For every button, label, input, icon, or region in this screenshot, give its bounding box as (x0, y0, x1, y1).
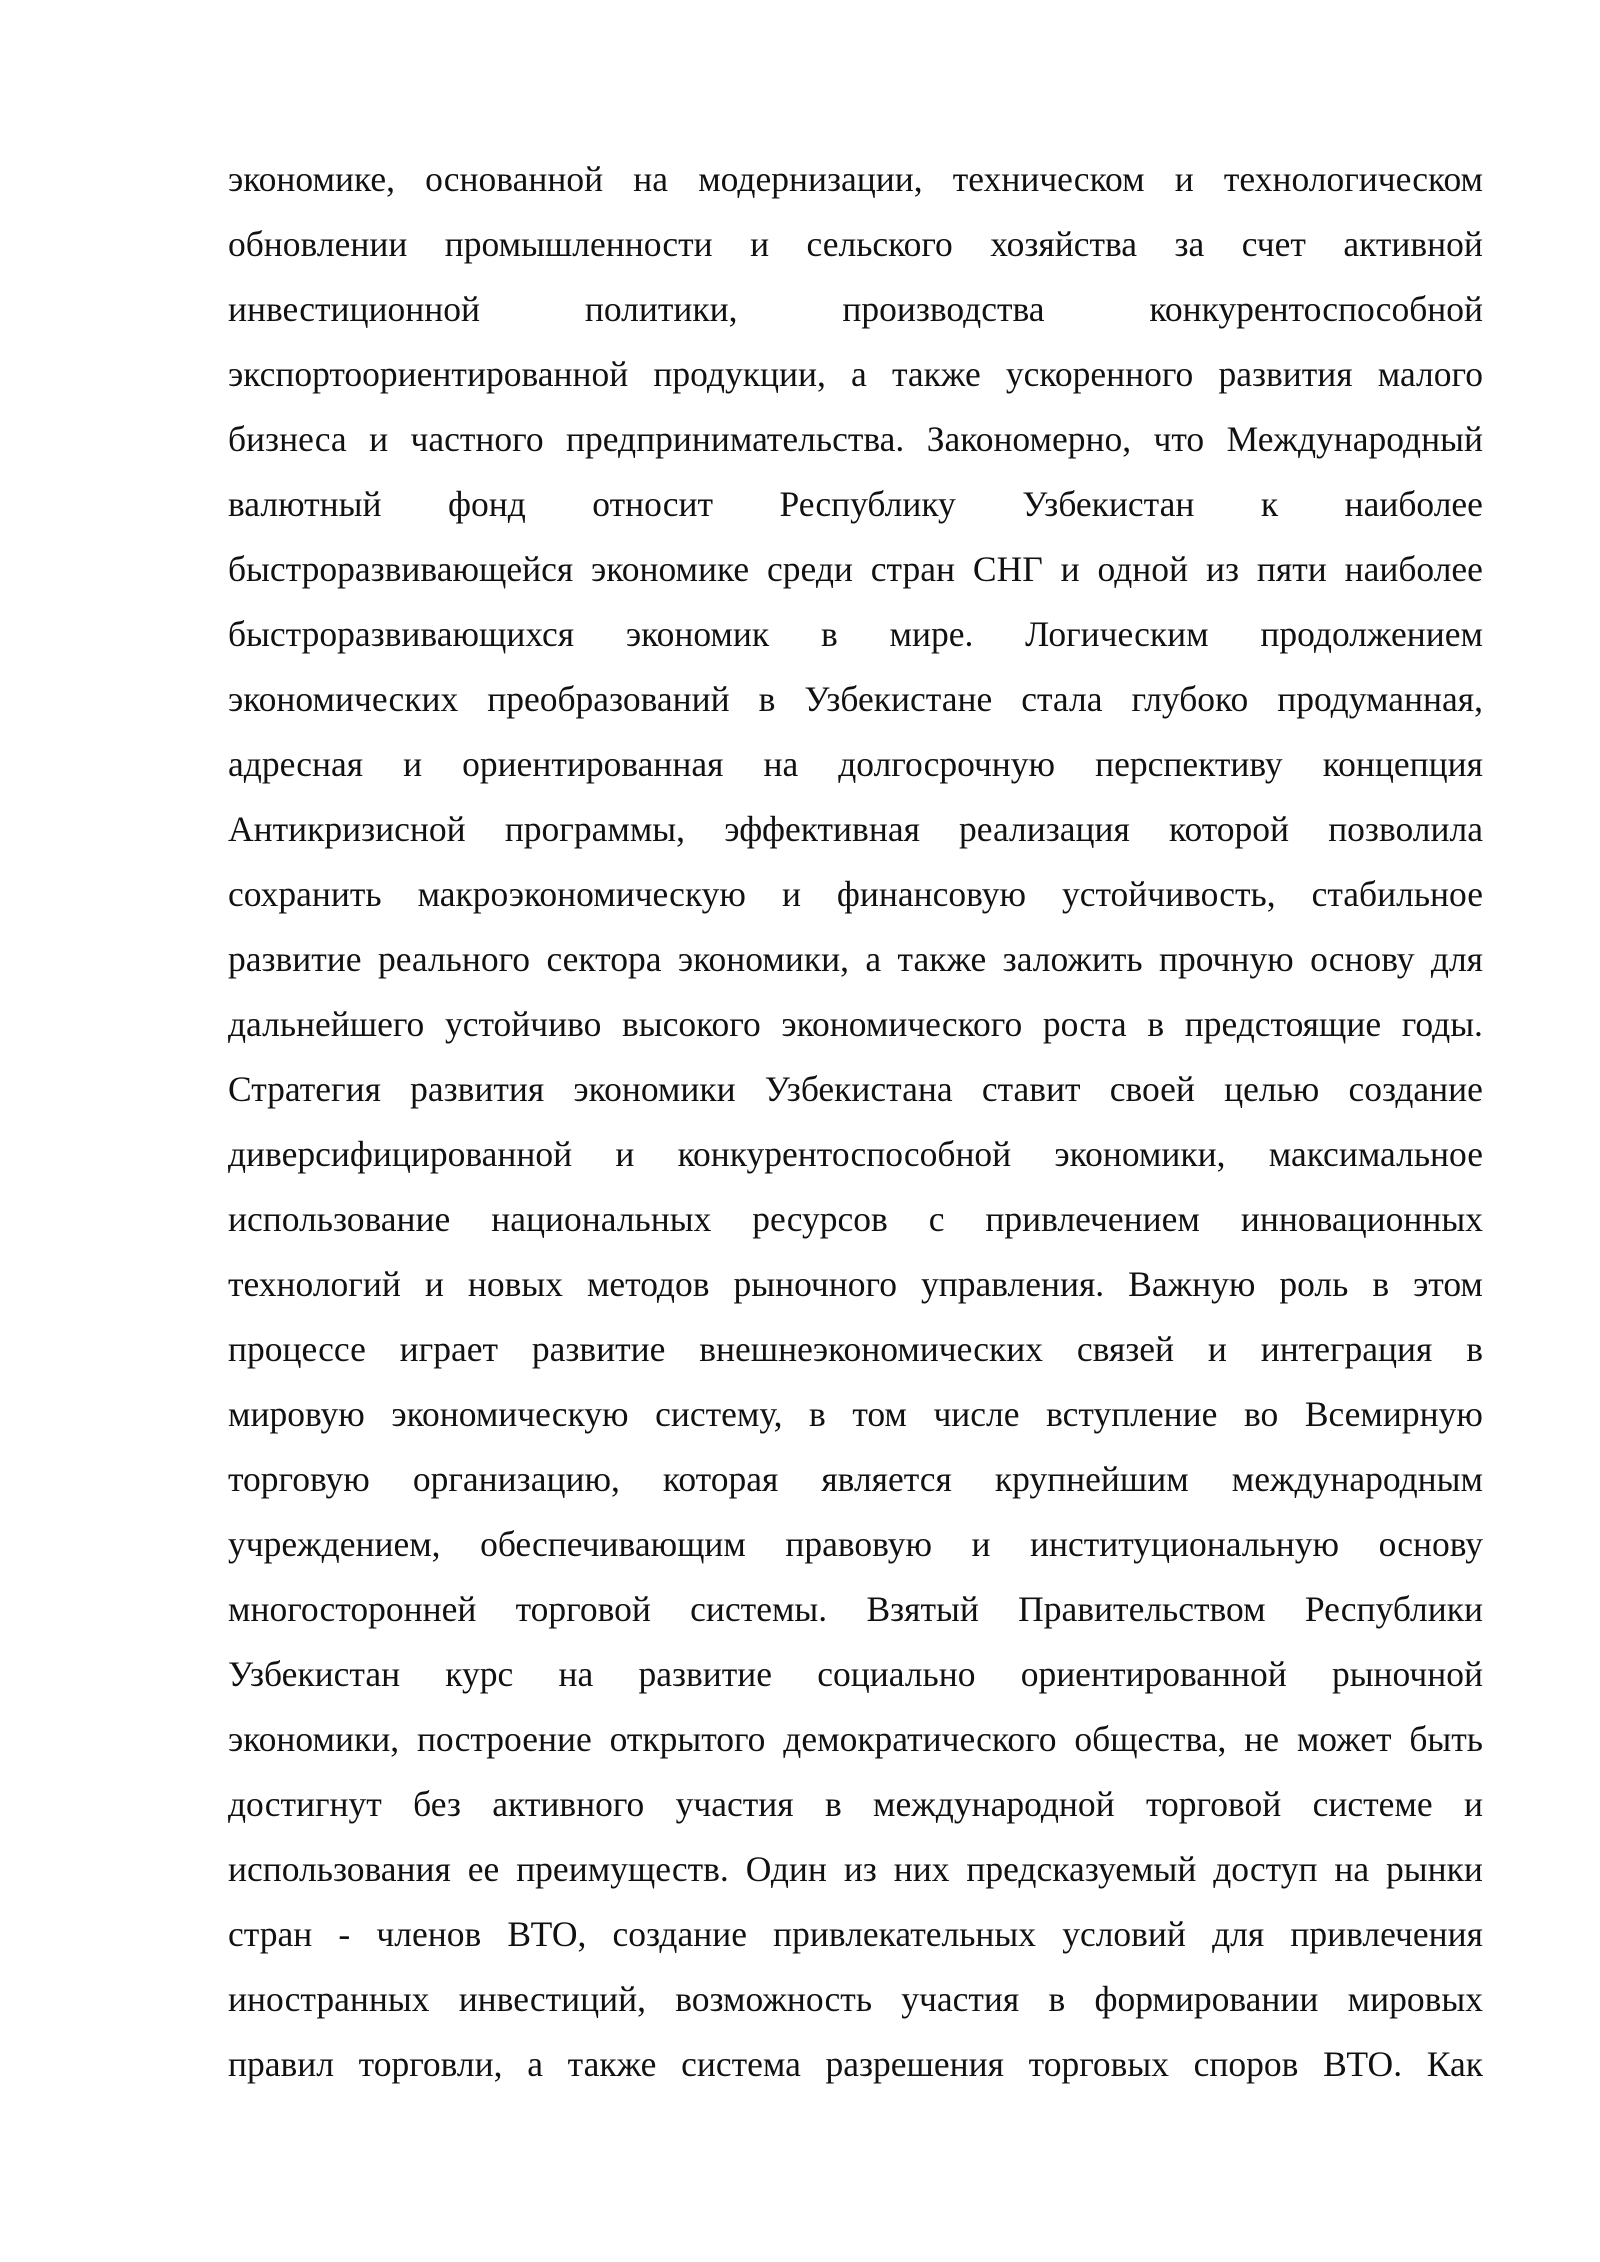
text-line: использования ее преимуществ. Один из них предсказуемый доступ на рынки (228, 1849, 1483, 1889)
text-line: дальнейшего устойчиво высокого экономического роста в предстоящие годы. (228, 1004, 1483, 1044)
body-text (228, 147, 1483, 2097)
text-line: процессе играет развитие внешнеэкономических связей и интеграция в (228, 1329, 1483, 1369)
text-line: диверсифицированной и конкурентоспособной экономики, максимальное (228, 1134, 1483, 1174)
text-line: обновлении промышленности и сельского хозяйства за счет активной (228, 224, 1483, 264)
text-line: экономических преобразований в Узбекистане стала глубоко продуманная, (228, 679, 1483, 719)
text-line: валютный фонд относит Республику Узбекистан к наиболее (228, 484, 1483, 524)
text-line: мировую экономическую систему, в том числе вступление во Всемирную (228, 1394, 1483, 1434)
text-line: многосторонней торговой системы. Взятый Правительством Республики (228, 1589, 1483, 1629)
text-line: стран - членов ВТО, создание привлекательных условий для привлечения (228, 1914, 1483, 1954)
text-line: инвестиционной политики, производства конкурентоспособной (228, 289, 1483, 329)
text-line: Узбекистан курс на развитие социально ориентированной рыночной (228, 1654, 1483, 1694)
text-line: экономики, построение открытого демократического общества, не может быть (228, 1719, 1483, 1759)
text-line: использование национальных ресурсов с привлечением инновационных (228, 1199, 1483, 1239)
text-line: торговую организацию, которая является крупнейшим международным (228, 1459, 1483, 1499)
text-line: Антикризисной программы, эффективная реализация которой позволила (228, 809, 1483, 849)
text-line: технологий и новых методов рыночного управления. Важную роль в этом (228, 1264, 1483, 1304)
text-line: правил торговли, а также система разрешения торговых споров ВТО. Как (228, 2044, 1483, 2084)
text-line: экономике, основанной на модернизации, техническом и технологическом (228, 159, 1483, 199)
text-line: иностранных инвестиций, возможность участия в формировании мировых (228, 1979, 1483, 2019)
text-line: бизнеса и частного предпринимательства. Закономерно, что Международный (228, 419, 1483, 459)
text-line: достигнут без активного участия в международной торговой системе и (228, 1784, 1483, 1824)
text-line: адресная и ориентированная на долгосрочную перспективу концепция (228, 744, 1483, 784)
text-line: учреждением, обеспечивающим правовую и институциональную основу (228, 1524, 1483, 1564)
text-line: сохранить макроэкономическую и финансовую устойчивость, стабильное (228, 874, 1483, 914)
text-line: быстроразвивающейся экономике среди стран СНГ и одной из пяти наиболее (228, 549, 1483, 589)
text-line: развитие реального сектора экономики, а также заложить прочную основу для (228, 939, 1483, 979)
text-line: Стратегия развития экономики Узбекистана ставит своей целью создание (228, 1069, 1483, 1109)
text-line: экспортоориентированной продукции, а также ускоренного развития малого (228, 354, 1483, 394)
text-line: быстроразвивающихся экономик в мире. Логическим продолжением (228, 614, 1483, 654)
